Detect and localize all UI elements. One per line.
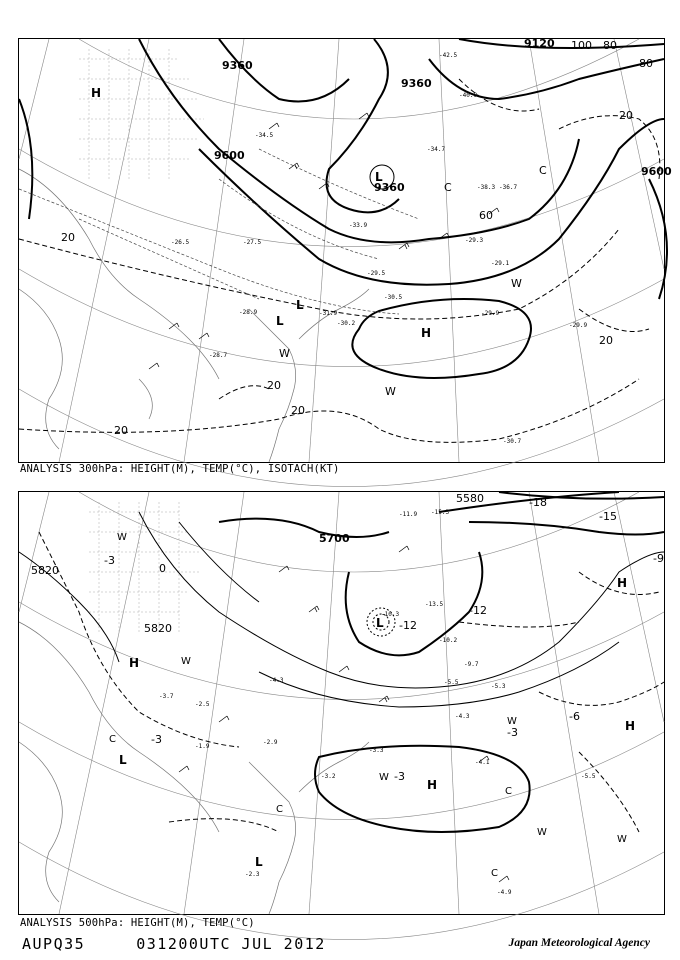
station-temp: -29.1 [491,260,510,267]
station-temp: -28.9 [239,309,258,316]
pressure-center-high: H [91,86,102,100]
wind-regime-labels [109,532,627,879]
station-temp: -29.9 [569,322,588,329]
station-temp: -33.9 [349,222,368,229]
station-temp: -4.3 [269,677,284,684]
wind-label: C [444,181,452,194]
station-temp: -13.5 [425,601,444,608]
temp-contour-label: -6 [569,710,580,723]
map-500hpa-svg [19,492,664,914]
height-label: 5820 [144,622,172,635]
map-300hpa-svg [19,37,672,462]
station-temp: -9.7 [464,661,479,668]
height-label: 9360 [401,77,432,90]
chart-timestamp: 031200UTC JUL 2012 [136,935,326,953]
wind-label: C [539,164,547,177]
temp-contour-label: -12 [469,604,487,617]
station-temp: -28.7 [209,352,228,359]
isotach-label: 60 [479,209,493,222]
pressure-center-high: H [421,326,432,340]
station-temp: -30.2 [337,320,356,327]
pressure-centers [91,86,431,340]
height-label: 5580 [456,492,484,505]
station-temp: -27.5 [243,239,262,246]
pressure-center-high: H [625,719,636,733]
station-temp: -3.7 [159,693,174,700]
wind-label: C [505,786,512,797]
station-temp: -34.7 [427,146,446,153]
pressure-center-low: L [375,170,383,184]
height-label: 9360 [374,181,405,194]
wind-label: C [276,804,283,815]
isotach-label: 20 [599,334,613,347]
temp-contour-label: -3 [394,770,405,783]
station-temp: -4.9 [497,889,512,896]
station-temp: -11.9 [399,511,418,518]
pressure-center-low: L [119,753,127,767]
station-temp: -40.9 [459,92,478,99]
station-temp: -29.9 [481,310,500,317]
height-label: 9360 [222,59,253,72]
graticule-parallels [19,492,664,940]
temp-contour-label: -3 [507,726,518,739]
graticule-parallels [19,39,664,487]
station-temp: -29.5 [367,270,386,277]
wind-label: W [507,716,517,727]
pressure-center-low: L [296,298,304,312]
pressure-center-high: H [617,576,628,590]
pressure-center-low: L [376,616,384,630]
isotach-label: 80 [603,39,617,52]
isotach-label: 80 [639,57,653,70]
station-temp: -4.1 [475,759,490,766]
analysis-500hpa-map [18,491,665,915]
temp-contour-label: -15 [599,510,617,523]
isotach-label: 20 [619,109,633,122]
wind-label: W [511,277,522,290]
height-label: 5820 [31,564,59,577]
wind-label: W [117,532,127,543]
station-temp: -36.7 [499,184,518,191]
station-temp: -5.5 [444,679,459,686]
wind-label: W [379,772,389,783]
agency-name: Japan Meteorological Agency [508,937,650,949]
temperature-contours [39,532,664,832]
height-labels [214,37,672,194]
station-temp: -2.3 [245,871,260,878]
wind-label: W [385,385,396,398]
pressure-center-low: L [255,855,263,869]
isotach-label: 20 [61,231,75,244]
wind-label: W [617,834,627,845]
caption-300hpa: ANALYSIS 300hPa: HEIGHT(M), TEMP(°C), ISOTACH(KT) [20,463,340,475]
isotach-contours [19,79,660,442]
height-label: 9600 [214,149,245,162]
station-temp: -30.7 [503,438,522,445]
jet-hatch-area [79,49,204,179]
temp-contour-labels [104,496,664,783]
wind-label: W [537,827,547,838]
station-temperatures [159,509,596,896]
station-temp: -34.5 [255,132,274,139]
isotach-label: 20 [291,404,305,417]
height-label: 9120 [524,37,555,50]
station-temp: -3.3 [369,747,384,754]
isotach-label: 20 [267,379,281,392]
station-temp: -5.3 [491,683,506,690]
wind-label: C [109,734,116,745]
station-temp: -38.3 [477,184,496,191]
caption-500hpa: ANALYSIS 500hPa: HEIGHT(M), TEMP(°C) [20,917,255,929]
station-temp: -3.2 [321,773,336,780]
chart-code: AUPQ35 [22,935,86,953]
pressure-center-low: L [276,314,284,328]
station-temp: -15.3 [431,509,450,516]
station-temp: -10.2 [439,637,458,644]
station-temp: -42.5 [439,52,458,59]
station-temp: -5.5 [581,773,596,780]
station-temp: -4.3 [455,713,470,720]
analysis-300hpa-map [18,37,672,463]
station-temp: -26.5 [171,239,190,246]
station-temp: -2.5 [195,701,210,708]
station-temp: -30.5 [384,294,403,301]
graticule-meridians [19,492,664,914]
station-temp: -1.9 [195,743,210,750]
isotach-label: 100 [571,39,592,52]
wind-label: C [491,868,498,879]
station-temp: -31.9 [319,310,338,317]
isotach-label: 20 [114,424,128,437]
temp-contour-label: -3 [104,554,115,567]
height-label: 9600 [641,165,672,178]
temp-contour-label: -9 [653,552,664,565]
wind-label: W [279,347,290,360]
wind-label: W [181,656,191,667]
coastlines [19,169,369,462]
station-temp: -10.3 [381,611,400,618]
temp-contour-label: -12 [399,619,417,632]
station-temp: -2.9 [263,739,278,746]
station-temp: -29.3 [465,237,484,244]
pressure-center-high: H [129,656,140,670]
graticule-meridians [19,39,664,462]
temp-contour-label: -18 [529,496,547,509]
temp-contour-label: -3 [151,733,162,746]
temp-contour-label: 0 [159,562,166,575]
chart-identifier [22,935,326,953]
pressure-center-high: H [427,778,438,792]
height-label: 5700 [319,532,350,545]
